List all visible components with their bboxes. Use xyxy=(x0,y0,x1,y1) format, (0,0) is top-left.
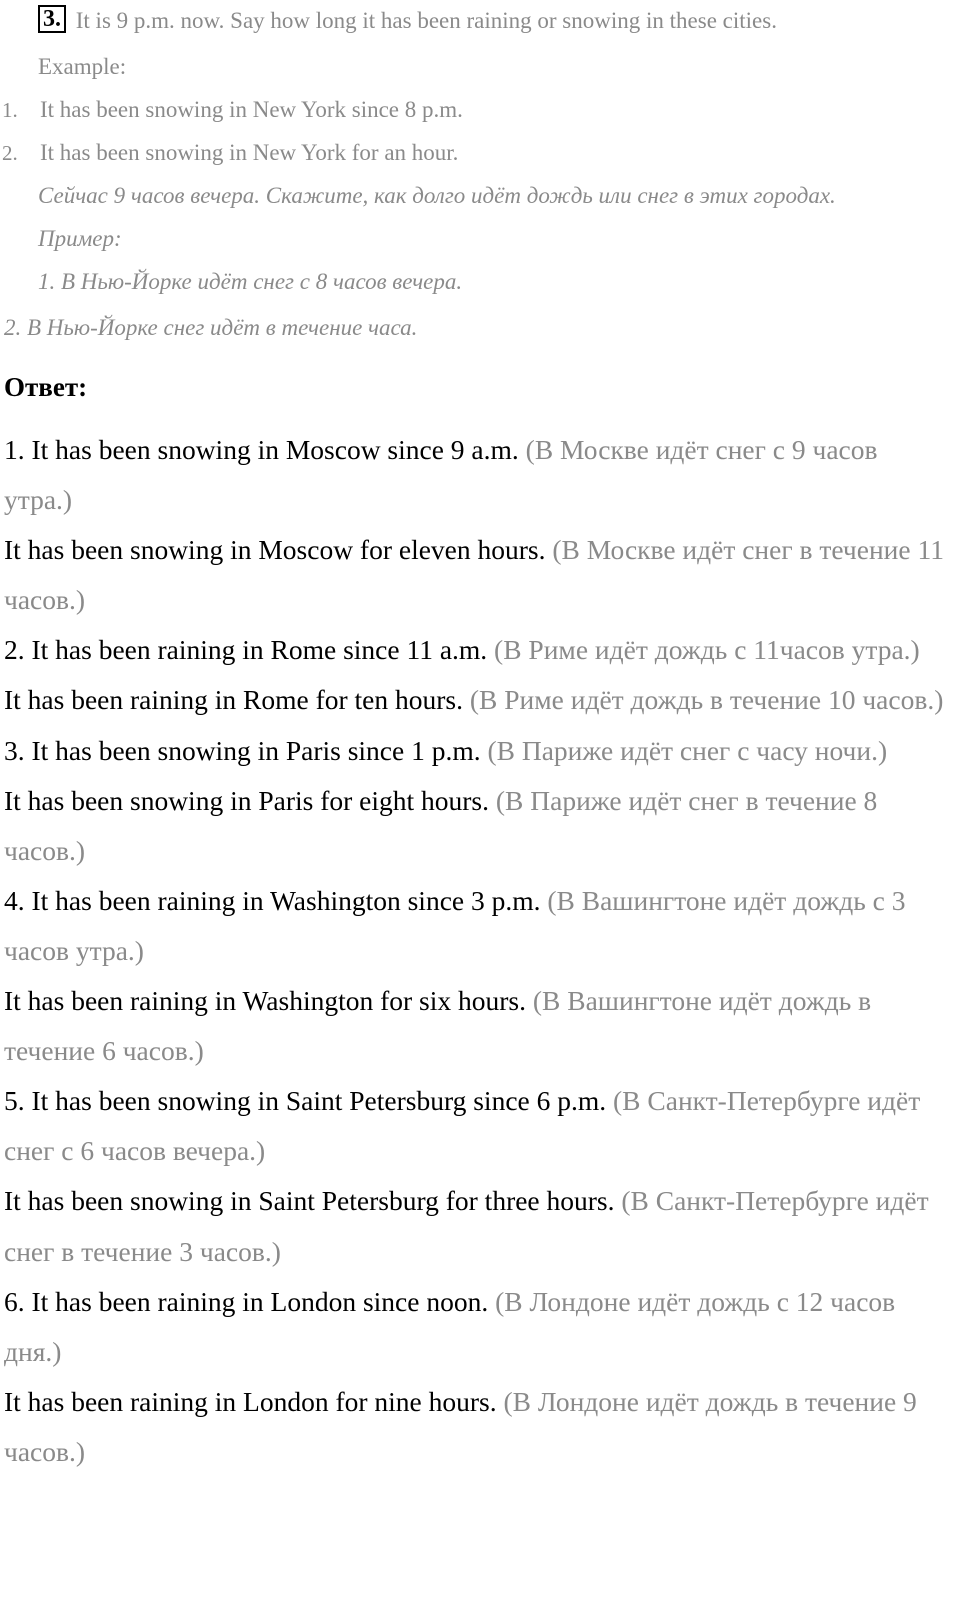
answer-english: 1. It has been snowing in Moscow since 9 a.m. xyxy=(4,434,519,465)
answer-translation: (В Париже идёт снег в течение 8 часов.) xyxy=(4,784,878,866)
task-instruction-line xyxy=(38,5,777,35)
answer-english: 5. It has been snowing in Saint Petersburg since 6 p.m. xyxy=(4,1085,607,1117)
answer-heading: Ответ: xyxy=(4,372,88,402)
example-text: It has been snowing in New York for an hour. xyxy=(40,140,459,165)
answer-english: 4. It has been raining in Washington since 3 p.m. xyxy=(4,884,541,916)
answer-translation: (В Санкт-Петербурге идёт снег в течение 3 часов.) xyxy=(4,1185,929,1267)
answer-item xyxy=(4,876,944,976)
answer-item xyxy=(4,1377,944,1477)
task-number: 3. xyxy=(38,5,66,33)
answer-translation: (В Санкт-Петербурге идёт снег с 6 часов вечера.) xyxy=(4,1085,921,1167)
answer-english: It has been snowing in Saint Petersburg for three hours. xyxy=(4,1185,615,1217)
answer-english: It has been raining in London for nine hours. xyxy=(4,1385,497,1417)
answer-item xyxy=(4,675,944,725)
answer-item xyxy=(4,1176,944,1276)
answer-english: 3. It has been snowing in Paris since 1 p.m. xyxy=(4,734,481,766)
answer-translation: (В Вашингтоне идёт дождь в течение 6 часов.) xyxy=(4,985,872,1067)
answer-translation: (В Вашингтоне идёт дождь с 3 часов утра.) xyxy=(4,884,906,966)
task-instruction-ru: Сейчас 9 часов вечера. Скажите, как долго идёт дождь или снег в этих городах. xyxy=(38,183,836,208)
answer-english: It has been snowing in Paris for eight hours. xyxy=(4,784,489,816)
example-label: Example: xyxy=(38,54,127,79)
answer-item xyxy=(4,1076,944,1176)
answer-translation: (В Риме идёт дождь в течение 10 часов.) xyxy=(469,684,944,716)
answer-item xyxy=(4,525,944,625)
example-item xyxy=(2,96,463,124)
answer-english: It has been raining in Rome for ten hours. xyxy=(4,684,463,716)
answer-translation: (В Лондоне идёт дождь с 12 часов дня.) xyxy=(4,1285,896,1367)
answer-item xyxy=(4,976,944,1076)
answer-english: It has been snowing in Moscow for eleven hours. xyxy=(4,534,546,566)
answer-item xyxy=(4,776,944,876)
example-number: 2. xyxy=(2,141,18,165)
answer-list xyxy=(4,425,944,1477)
answer-english: 6. It has been raining in London since noon. xyxy=(4,1285,489,1317)
example-number: 1. xyxy=(2,98,18,122)
task-instruction: It is 9 p.m. now. Say how long it has been raining or snowing in these cities. xyxy=(75,8,777,33)
answer-item xyxy=(4,1277,944,1377)
answer-english: It has been raining in Washington for six hours. xyxy=(4,985,526,1017)
example-item xyxy=(2,139,458,167)
answer-translation: (В Москве идёт снег с 9 часов утра.) xyxy=(4,434,878,516)
example-label-ru: Пример: xyxy=(38,226,122,251)
answer-item xyxy=(4,625,944,675)
answer-translation: (В Париже идёт снег с часу ночи.) xyxy=(487,734,888,766)
answer-translation: (В Москве идёт снег в течение 11 часов.) xyxy=(4,534,944,616)
answer-item xyxy=(4,726,944,776)
answer-translation: (В Риме идёт дождь с 11часов утра.) xyxy=(494,634,920,666)
answer-english: 2. It has been raining in Rome since 11 a.m. xyxy=(4,634,488,666)
answer-item xyxy=(4,425,944,525)
answer-translation: (В Лондоне идёт дождь в течение 9 часов.) xyxy=(4,1385,917,1467)
example-item-ru: 2. В Нью-Йорке снег идёт в течение часа. xyxy=(4,315,418,340)
example-item-ru: 1. В Нью-Йорке идёт снег с 8 часов вечера. xyxy=(38,269,463,294)
example-text: It has been snowing in New York since 8 p.m. xyxy=(40,97,463,122)
